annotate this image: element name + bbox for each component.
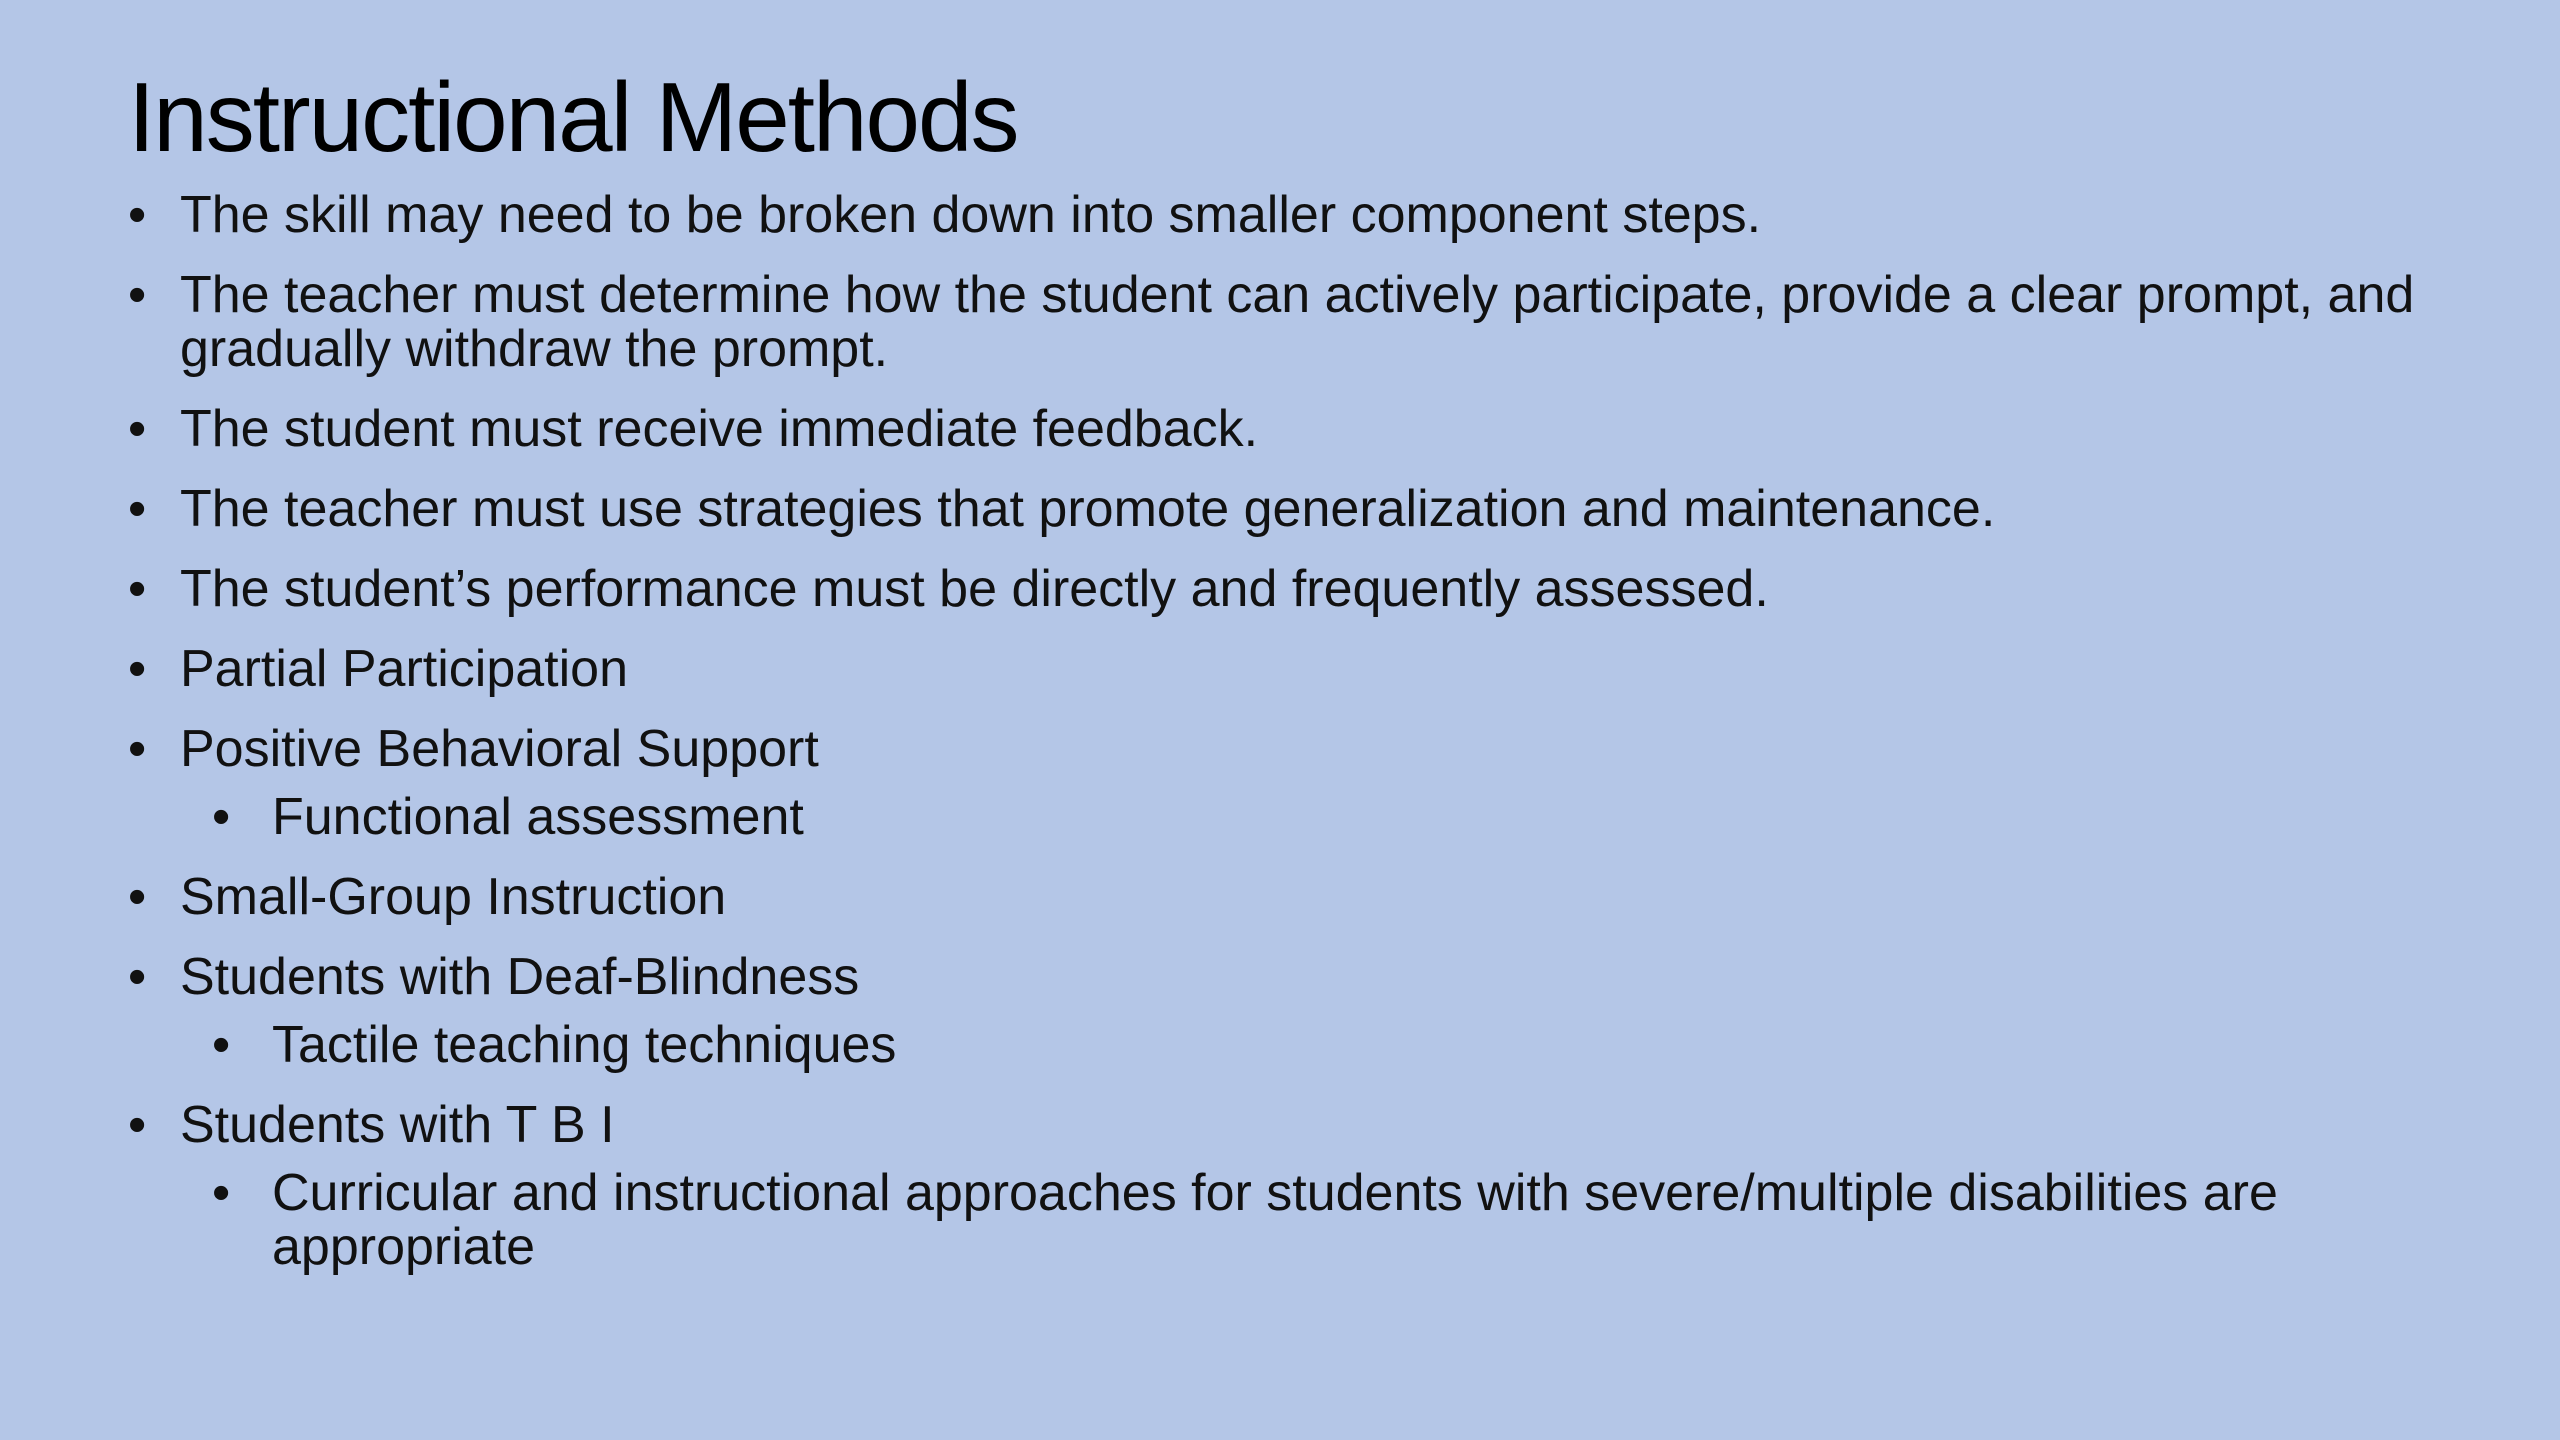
sub-list [180,787,2488,846]
slide-title: Instructional Methods [128,62,1018,172]
bullet-text: The skill may need to be broken down into smaller component steps. [180,185,1762,244]
bullet-item [128,719,2488,846]
bullet-item [128,559,2488,618]
bullet-text: Small-Group Instruction [180,867,727,926]
bullet-item [128,867,2488,926]
sub-bullet-item: • Functional assessment [128,790,2488,844]
bullet-item [128,265,2488,378]
sub-bullet-item: • Curricular and instructional approaches for students with severe/multiple disabilities are appropriate [128,1166,2488,1274]
sub-list [180,1163,2488,1276]
bullet-text: The student must receive immediate feedback. [180,399,1259,458]
bullet-item [128,479,2488,538]
bullet-item [128,399,2488,458]
bullet-list [128,185,2488,1276]
bullet-text: Partial Participation [180,639,628,698]
bullet-text: The student’s performance must be directly and frequently assessed. [180,559,1769,618]
bullet-text: The teacher must determine how the student can actively participate, provide a clear prompt, and gradually withdraw the prompt. [180,265,2415,378]
bullet-text: Students with Deaf-Blindness [180,947,860,1006]
bullet-text: Students with T B I [180,1095,615,1154]
sub-bullet-item: • Tactile teaching techniques [128,1018,2488,1072]
bullet-item [128,639,2488,698]
bullet-text: Positive Behavioral Support [180,719,819,778]
bullet-item [128,185,2488,244]
bullet-item [128,1095,2488,1276]
bullet-item [128,947,2488,1074]
sub-list [180,1015,2488,1074]
bullet-text: The teacher must use strategies that promote generalization and maintenance. [180,479,1996,538]
